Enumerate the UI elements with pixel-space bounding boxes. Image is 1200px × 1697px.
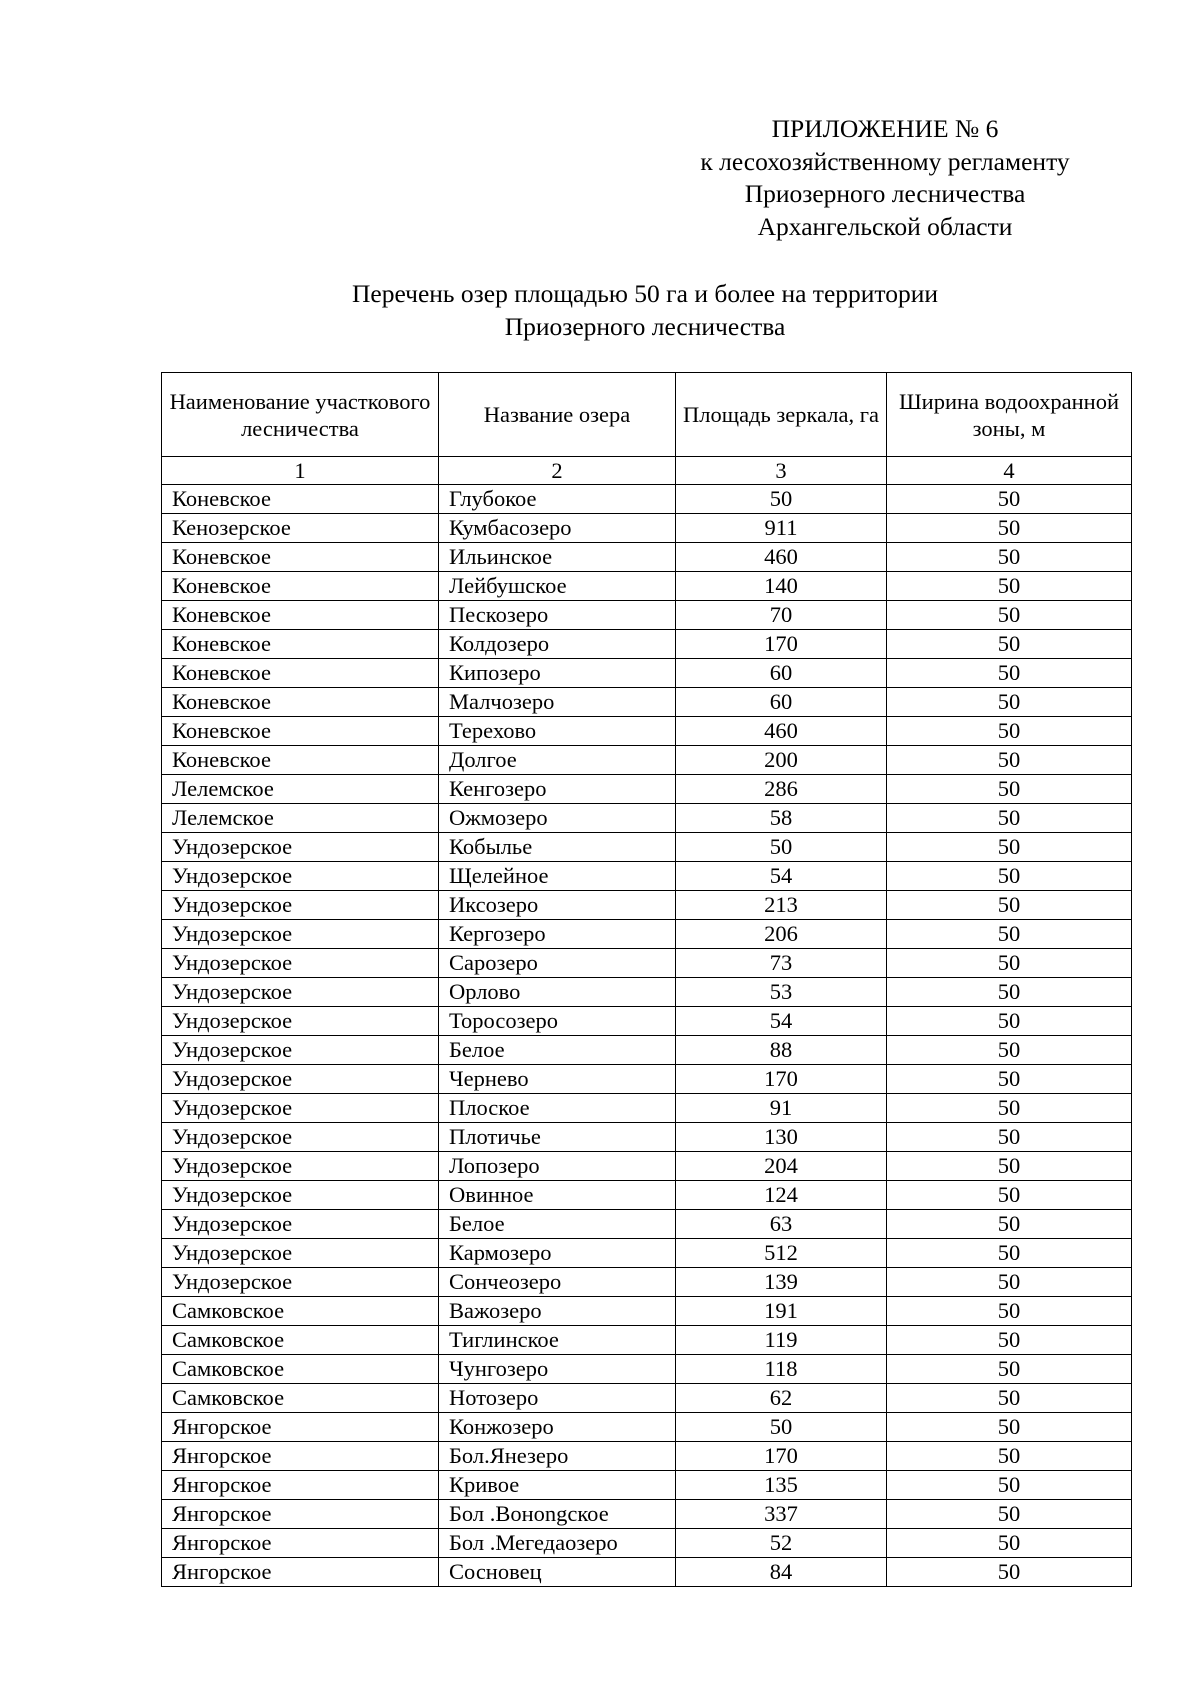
cell-water-protection-width: 50 [887,775,1132,804]
cell-lake-name: Сончеозеро [439,1268,676,1297]
table-row [162,717,1132,746]
cell-forestry-district: Самковское [162,1297,439,1326]
cell-lake-name: Сосновец [439,1558,676,1587]
cell-forestry-district: Коневское [162,543,439,572]
cell-lake-name: Тиглинское [439,1326,676,1355]
cell-water-protection-width: 50 [887,891,1132,920]
cell-forestry-district: Янгорское [162,1471,439,1500]
cell-forestry-district: Коневское [162,630,439,659]
table-row [162,949,1132,978]
cell-surface-area: 118 [676,1355,887,1384]
table-row [162,1355,1132,1384]
table-row [162,601,1132,630]
table-row [162,804,1132,833]
cell-surface-area: 50 [676,833,887,862]
cell-surface-area: 53 [676,978,887,1007]
cell-water-protection-width: 50 [887,1355,1132,1384]
table-header-row [162,373,1132,457]
cell-forestry-district: Янгорское [162,1442,439,1471]
document-title [160,278,1130,343]
cell-surface-area: 204 [676,1152,887,1181]
cell-water-protection-width: 50 [887,1065,1132,1094]
cell-water-protection-width: 50 [887,1529,1132,1558]
cell-forestry-district: Коневское [162,717,439,746]
cell-lake-name: Чернево [439,1065,676,1094]
table-row [162,485,1132,514]
table-row [162,1239,1132,1268]
table-row [162,1500,1132,1529]
cell-water-protection-width: 50 [887,1036,1132,1065]
cell-surface-area: 63 [676,1210,887,1239]
cell-forestry-district: Ундозерское [162,1239,439,1268]
cell-lake-name: Нотозеро [439,1384,676,1413]
cell-lake-name: Ожмозеро [439,804,676,833]
appendix-number: ПРИЛОЖЕНИЕ № 6 [771,114,999,143]
table-row [162,1007,1132,1036]
cell-lake-name: Кобылье [439,833,676,862]
cell-lake-name: Терехово [439,717,676,746]
cell-lake-name: Лопозеро [439,1152,676,1181]
cell-water-protection-width: 50 [887,1152,1132,1181]
table-row [162,920,1132,949]
table-row [162,1152,1132,1181]
cell-forestry-district: Ундозерское [162,1210,439,1239]
cell-lake-name: Бол .Вонongское [439,1500,676,1529]
column-number: 3 [676,457,887,485]
table-row [162,630,1132,659]
cell-water-protection-width: 50 [887,659,1132,688]
cell-lake-name: Чунгозеро [439,1355,676,1384]
cell-surface-area: 135 [676,1471,887,1500]
cell-surface-area: 170 [676,630,887,659]
cell-forestry-district: Ундозерское [162,978,439,1007]
cell-lake-name: Кармозеро [439,1239,676,1268]
document-title-line-1: Перечень озер площадью 50 га и более на территории [351,279,939,308]
cell-lake-name: Кумбасозеро [439,514,676,543]
cell-surface-area: 206 [676,920,887,949]
cell-forestry-district: Янгорское [162,1500,439,1529]
header-forestry-district: Наименование участкового лесничества [162,373,439,457]
cell-water-protection-width: 50 [887,630,1132,659]
cell-water-protection-width: 50 [887,1471,1132,1500]
lakes-table [161,372,1132,1587]
table-row [162,659,1132,688]
cell-surface-area: 60 [676,659,887,688]
table-row [162,514,1132,543]
cell-lake-name: Лейбушское [439,572,676,601]
cell-lake-name: Овинное [439,1181,676,1210]
cell-forestry-district: Ундозерское [162,891,439,920]
cell-water-protection-width: 50 [887,1268,1132,1297]
cell-surface-area: 88 [676,1036,887,1065]
cell-surface-area: 286 [676,775,887,804]
table-row [162,1413,1132,1442]
column-number: 4 [887,457,1132,485]
cell-forestry-district: Самковское [162,1384,439,1413]
table-row [162,1036,1132,1065]
column-number-row [162,457,1132,485]
cell-surface-area: 337 [676,1500,887,1529]
cell-surface-area: 911 [676,514,887,543]
cell-forestry-district: Ундозерское [162,1181,439,1210]
cell-surface-area: 70 [676,601,887,630]
cell-surface-area: 512 [676,1239,887,1268]
cell-water-protection-width: 50 [887,543,1132,572]
header-lake-name: Название озера [439,373,676,457]
cell-lake-name: Пескозеро [439,601,676,630]
appendix-header [640,113,1130,243]
table-row [162,775,1132,804]
cell-lake-name: Ильинское [439,543,676,572]
cell-lake-name: Плоское [439,1094,676,1123]
table-row [162,891,1132,920]
cell-forestry-district: Янгорское [162,1529,439,1558]
cell-forestry-district: Лелемское [162,775,439,804]
lakes-table-body [162,485,1132,1587]
cell-forestry-district: Ундозерское [162,1268,439,1297]
cell-water-protection-width: 50 [887,746,1132,775]
cell-surface-area: 213 [676,891,887,920]
table-row [162,746,1132,775]
cell-surface-area: 91 [676,1094,887,1123]
cell-surface-area: 460 [676,717,887,746]
table-row [162,1442,1132,1471]
cell-lake-name: Сарозеро [439,949,676,978]
cell-forestry-district: Ундозерское [162,833,439,862]
cell-lake-name: Плотичье [439,1123,676,1152]
cell-water-protection-width: 50 [887,572,1132,601]
cell-forestry-district: Ундозерское [162,920,439,949]
cell-forestry-district: Коневское [162,485,439,514]
cell-surface-area: 119 [676,1326,887,1355]
cell-forestry-district: Самковское [162,1355,439,1384]
table-row [162,1558,1132,1587]
cell-surface-area: 170 [676,1065,887,1094]
cell-lake-name: Колдозеро [439,630,676,659]
table-row [162,833,1132,862]
cell-water-protection-width: 50 [887,1181,1132,1210]
cell-surface-area: 54 [676,1007,887,1036]
cell-lake-name: Торосозеро [439,1007,676,1036]
cell-water-protection-width: 50 [887,1007,1132,1036]
cell-forestry-district: Кенозерское [162,514,439,543]
cell-surface-area: 54 [676,862,887,891]
cell-water-protection-width: 50 [887,862,1132,891]
appendix-forestry: Приозерного лесничества [744,179,1026,208]
cell-water-protection-width: 50 [887,1442,1132,1471]
table-row [162,1297,1132,1326]
cell-forestry-district: Коневское [162,746,439,775]
cell-lake-name: Глубокое [439,485,676,514]
cell-surface-area: 191 [676,1297,887,1326]
table-row [162,1268,1132,1297]
table-row [162,543,1132,572]
cell-forestry-district: Ундозерское [162,1036,439,1065]
cell-lake-name: Щелейное [439,862,676,891]
cell-lake-name: Белое [439,1210,676,1239]
table-row [162,1094,1132,1123]
cell-water-protection-width: 50 [887,1210,1132,1239]
cell-forestry-district: Ундозерское [162,862,439,891]
table-row [162,1384,1132,1413]
column-number: 2 [439,457,676,485]
cell-water-protection-width: 50 [887,1123,1132,1152]
cell-lake-name: Важозеро [439,1297,676,1326]
table-row [162,1181,1132,1210]
cell-water-protection-width: 50 [887,1326,1132,1355]
cell-water-protection-width: 50 [887,1297,1132,1326]
cell-forestry-district: Ундозерское [162,949,439,978]
cell-water-protection-width: 50 [887,688,1132,717]
cell-surface-area: 124 [676,1181,887,1210]
cell-forestry-district: Ундозерское [162,1007,439,1036]
cell-surface-area: 200 [676,746,887,775]
cell-surface-area: 84 [676,1558,887,1587]
cell-surface-area: 139 [676,1268,887,1297]
cell-water-protection-width: 50 [887,601,1132,630]
table-row [162,1326,1132,1355]
column-number: 1 [162,457,439,485]
cell-forestry-district: Коневское [162,659,439,688]
cell-surface-area: 58 [676,804,887,833]
cell-lake-name: Кривое [439,1471,676,1500]
cell-lake-name: Малчозеро [439,688,676,717]
cell-water-protection-width: 50 [887,485,1132,514]
cell-lake-name: Кенгозеро [439,775,676,804]
cell-forestry-district: Ундозерское [162,1123,439,1152]
cell-water-protection-width: 50 [887,514,1132,543]
table-row [162,1529,1132,1558]
cell-water-protection-width: 50 [887,804,1132,833]
cell-water-protection-width: 50 [887,949,1132,978]
cell-water-protection-width: 50 [887,1239,1132,1268]
cell-surface-area: 50 [676,1413,887,1442]
cell-water-protection-width: 50 [887,833,1132,862]
cell-lake-name: Кипозеро [439,659,676,688]
cell-forestry-district: Ундозерское [162,1065,439,1094]
cell-surface-area: 60 [676,688,887,717]
cell-water-protection-width: 50 [887,1558,1132,1587]
cell-water-protection-width: 50 [887,717,1132,746]
table-row [162,1065,1132,1094]
cell-lake-name: Кергозеро [439,920,676,949]
cell-forestry-district: Лелемское [162,804,439,833]
appendix-region: Архангельской области [757,211,1013,241]
appendix-reference: к лесохозяйственному регламенту [700,146,1070,176]
cell-surface-area: 140 [676,572,887,601]
cell-water-protection-width: 50 [887,920,1132,949]
table-row [162,1210,1132,1239]
table-row [162,688,1132,717]
cell-surface-area: 460 [676,543,887,572]
document-title-line-2: Приозерного лесничества [504,311,786,341]
cell-lake-name: Иксозеро [439,891,676,920]
cell-surface-area: 62 [676,1384,887,1413]
cell-surface-area: 170 [676,1442,887,1471]
cell-forestry-district: Ундозерское [162,1152,439,1181]
cell-surface-area: 50 [676,485,887,514]
table-row [162,862,1132,891]
cell-lake-name: Белое [439,1036,676,1065]
cell-lake-name: Орлово [439,978,676,1007]
cell-water-protection-width: 50 [887,1094,1132,1123]
table-row [162,572,1132,601]
cell-lake-name: Бол.Янезеро [439,1442,676,1471]
cell-forestry-district: Коневское [162,572,439,601]
cell-water-protection-width: 50 [887,1500,1132,1529]
cell-lake-name: Бол .Мегедаозеро [439,1529,676,1558]
cell-lake-name: Долгое [439,746,676,775]
cell-forestry-district: Коневское [162,688,439,717]
cell-forestry-district: Коневское [162,601,439,630]
cell-water-protection-width: 50 [887,1384,1132,1413]
cell-surface-area: 52 [676,1529,887,1558]
cell-surface-area: 130 [676,1123,887,1152]
cell-water-protection-width: 50 [887,1413,1132,1442]
table-row [162,1471,1132,1500]
cell-forestry-district: Самковское [162,1326,439,1355]
cell-forestry-district: Янгорское [162,1558,439,1587]
cell-surface-area: 73 [676,949,887,978]
cell-water-protection-width: 50 [887,978,1132,1007]
table-row [162,978,1132,1007]
header-surface-area: Площадь зеркала, га [676,373,887,457]
header-water-protection-width: Ширина водоохранной зоны, м [887,373,1132,457]
cell-lake-name: Конжозеро [439,1413,676,1442]
cell-forestry-district: Янгорское [162,1413,439,1442]
table-row [162,1123,1132,1152]
cell-forestry-district: Ундозерское [162,1094,439,1123]
